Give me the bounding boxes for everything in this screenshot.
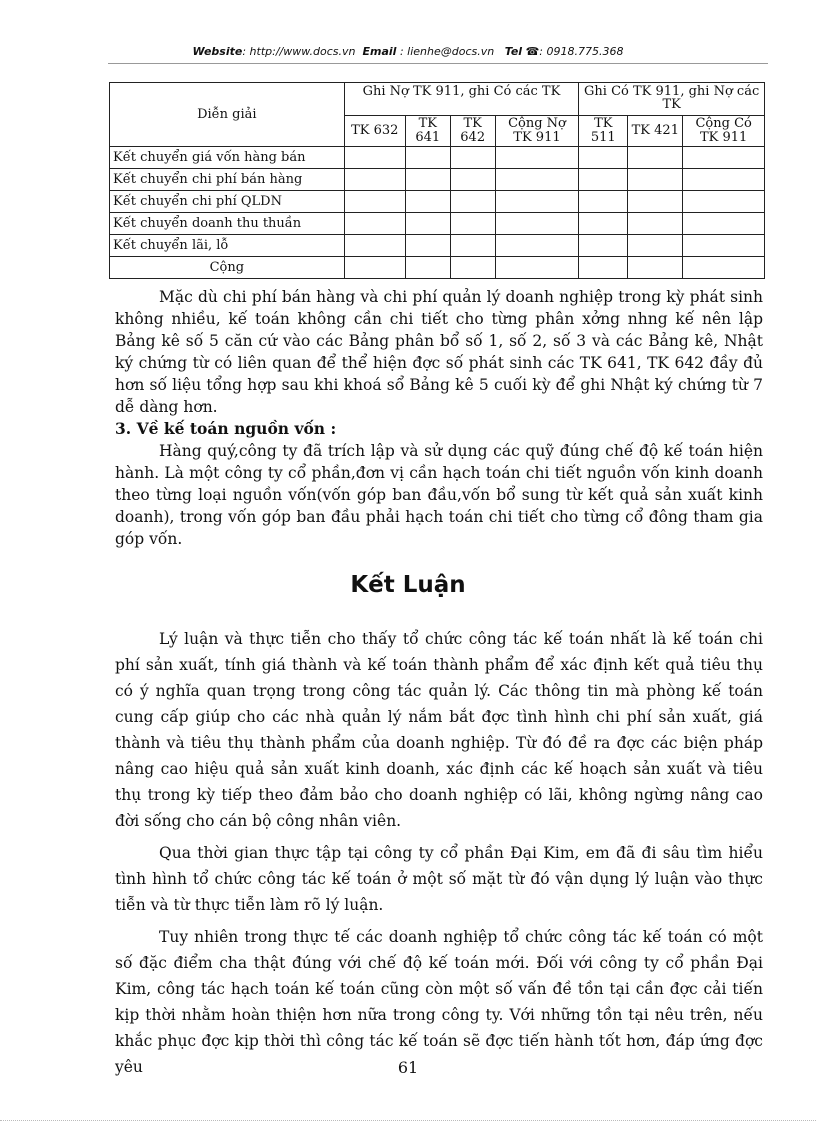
table-row <box>110 235 765 257</box>
subheader-tk421: TK 421 <box>628 116 683 147</box>
row-label: Kết chuyển lãi, lỗ <box>110 235 345 257</box>
conclusion-section <box>115 626 763 1086</box>
paragraph-capital: Hàng quý,công ty đã trích lập và sử dụng các quỹ đúng chế độ kế toán hiện hành. Là một công ty cổ phần,đơn vị cần hạch toán chi tiết nguồn vốn kinh doanh theo từng loại nguồn vốn(vốn góp ban đầu,vốn bổ sung từ kết quả sản xuất kinh doanh), trong vốn góp ban đầu phải hạch toán chi tiết cho từng cổ đông tham gia góp vốn. <box>115 442 763 548</box>
table-row <box>110 147 765 169</box>
website-url: : http://www.docs.vn <box>242 45 356 58</box>
table-row <box>110 169 765 191</box>
conclusion-title: Kết Luận <box>350 572 466 598</box>
row-label: Kết chuyển doanh thu thuần <box>110 213 345 235</box>
conclusion-paragraph-1: Lý luận và thực tiễn cho thấy tổ chức công tác kế toán nhất là kế toán chi phí sản xuất, tính giá thành và kế toán thành phẩm để xác định kết quả tiêu thụ có ý nghĩa quan trọng trong công tác quản lý. Các thông tin mà phòng kế toán cung cấp giúp cho các nhà quản lý nắm bắt đợc tình hình chi phí sản xuất, giá thành và tiêu thụ thành phẩm của doanh nghiệp. Từ đó đề ra đợc các biện pháp nâng cao hiệu quả sản xuất kinh doanh, xác định các kế hoạch sản xuất và tiêu thụ trong kỳ tiếp theo đảm bảo cho doanh nghiệp có lãi, không ngừng nâng cao đời sống cho cán bộ công nhân viên. <box>115 630 763 830</box>
row-label: Kết chuyển chi phí bán hàng <box>110 169 345 191</box>
paragraph-expense-report: Mặc dù chi phí bán hàng và chi phí quản lý doanh nghiệp trong kỳ phát sinh không nhiều, kế toán không cần chi tiết cho từng phân xởng nhng kế nên lập Bảng kê số 5 căn cứ vào các Bảng phân bổ số 1, số 2, số 3 và các Bảng kê, Nhật ký chứng từ có liên quan để thể hiện đợc số phát sinh các TK 641, TK 642 đầy đủ hơn số liệu tổng hợp sau khi khoá sổ Bảng kê 5 cuối kỳ để ghi Nhật ký chứng từ 7 dễ dàng hơn. <box>115 288 763 416</box>
page-number: 61 <box>397 1058 419 1077</box>
desc-header: Diễn giải <box>110 83 345 147</box>
email-label: Email <box>362 45 397 58</box>
table-row <box>110 191 765 213</box>
conclusion-paragraph-3: Tuy nhiên trong thực tế các doanh nghiệp tổ chức công tác kế toán có một số đặc điểm cha thật đúng với chế độ kế toán mới. Đối với công ty cổ phần Đại Kim, công tác hạch toán kế toán cũng còn một số vấn đề tồn tại cần đợc cải tiến kịp thời nhằm hoàn thiện hơn nữa trong công ty. Với những tồn tại nêu trên, nếu khắc phục đợc kịp thời thì công tác kế toán sẽ đợc tiến hành tốt hơn, đáp ứng đợc yêu <box>115 928 763 1076</box>
bottom-rule <box>0 1120 816 1121</box>
subheader-tk632: TK 632 <box>344 116 405 147</box>
total-label: Cộng <box>110 257 345 279</box>
subheader-credit-total: Cộng Có TK 911 <box>683 116 765 147</box>
body-section <box>115 286 763 550</box>
section-heading-capital: 3. Về kế toán nguồn vốn : <box>115 419 337 438</box>
phone-icon: ☎ <box>525 45 540 58</box>
debit-group-header: Ghi Nợ TK 911, ghi Có các TK <box>344 83 579 116</box>
page-header <box>0 45 816 58</box>
subheader-tk511: TK 511 <box>579 116 628 147</box>
tel-label: Tel <box>504 45 523 58</box>
conclusion-paragraph-2: Qua thời gian thực tập tại công ty cổ phần Đại Kim, em đã đi sâu tìm hiểu tình hình tổ chức công tác kế toán ở một số mặt từ đó vận dụng lý luận vào thực tiễn và từ thực tiễn làm rõ lý luận. <box>115 844 763 914</box>
credit-group-header: Ghi Có TK 911, ghi Nợ các TK <box>579 83 765 116</box>
email-address: : lienhe@docs.vn <box>399 45 495 58</box>
website-label: Website <box>192 45 243 58</box>
subheader-tk641: TK 641 <box>405 116 450 147</box>
table-total-row <box>110 257 765 279</box>
table-row <box>110 213 765 235</box>
row-label: Kết chuyển chi phí QLDN <box>110 191 345 213</box>
tel-number: : 0918.775.368 <box>539 45 624 58</box>
ledger-table <box>109 82 765 279</box>
subheader-debit-total: Cộng Nợ TK 911 <box>495 116 579 147</box>
subheader-tk642: TK 642 <box>450 116 495 147</box>
header-rule <box>108 63 768 64</box>
row-label: Kết chuyển giá vốn hàng bán <box>110 147 345 169</box>
